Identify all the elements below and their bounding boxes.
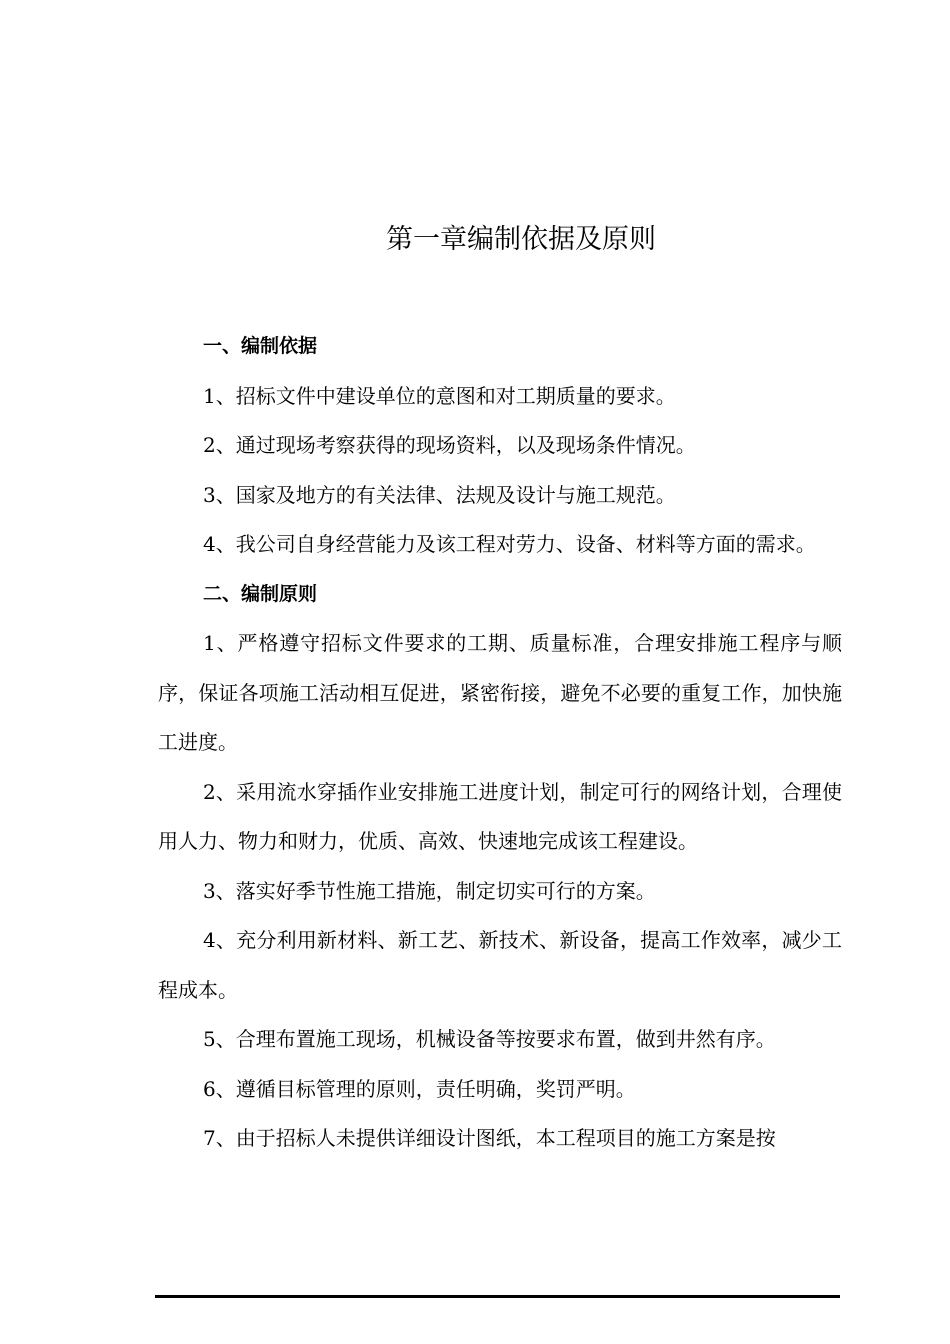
principle-item-2: 2、采用流水穿插作业安排施工进度计划，制定可行的网络计划，合理使用人力、物力和财力，优质、高效、快速地完成该工程建设。 xyxy=(158,779,842,853)
basis-item-4: 4、我公司自身经营能力及该工程对劳力、设备、材料等方面的需求。 xyxy=(203,532,816,556)
chapter-title: 第一章编制依据及原则 xyxy=(386,224,656,255)
principle-item-3: 3、落实好季节性施工措施，制定切实可行的方案。 xyxy=(203,878,656,903)
principle-item-6: 6、遵循目标管理的原则，责任明确，奖罚严明。 xyxy=(203,1076,636,1101)
basis-item-3: 3、国家及地方的有关法律、法规及设计与施工规范。 xyxy=(203,482,676,507)
basis-item-2: 2、通过现场考察获得的现场资料，以及现场条件情况。 xyxy=(203,433,696,457)
principle-item-1: 1、严格遵守招标文件要求的工期、质量标准，合理安排施工程序与顺序，保证各项施工活动相互促进，紧密衔接，避免不必要的重复工作，加快施工进度。 xyxy=(158,631,842,754)
principle-item-4: 4、充分利用新材料、新工艺、新技术、新设备，提高工作效率，减少工程成本。 xyxy=(158,928,842,1002)
document-body xyxy=(158,322,842,1164)
principle-item-5: 5、合理布置施工现场，机械设备等按要求布置，做到井然有序。 xyxy=(203,1027,776,1051)
section-heading-basis: 一、编制依据 xyxy=(203,335,318,357)
section-heading-principles: 二、编制原则 xyxy=(203,582,318,605)
principle-item-7: 7、由于招标人未提供详细设计图纸，本工程项目的施工方案是按 xyxy=(203,1126,776,1150)
footer-divider xyxy=(155,1295,840,1298)
basis-item-1: 1、招标文件中建设单位的意图和对工期质量的要求。 xyxy=(203,383,676,408)
